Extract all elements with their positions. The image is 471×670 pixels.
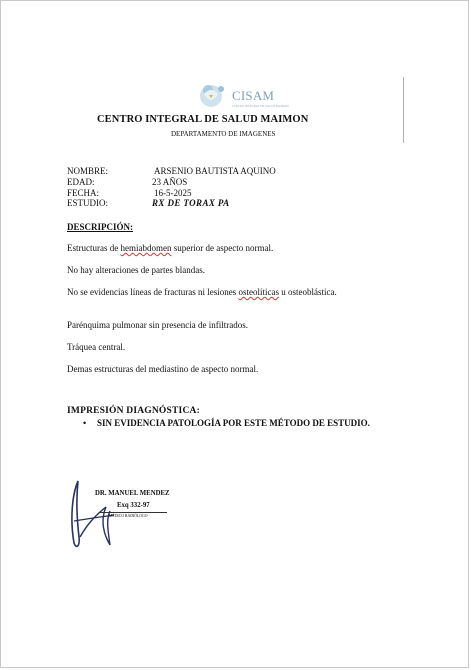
spellcheck-word: osteolíticas [238,287,279,297]
patient-age-value: 23 AÑOS [152,177,188,187]
impression-heading: IMPRESIÓN DIAGNÓSTICA: [67,406,200,416]
logo-subtext: CENTRO INTEGRAL DE SALUD MAIMON [232,104,289,108]
patient-name-row [67,166,276,176]
patient-age-row [67,177,188,187]
study-type-label: ESTUDIO: [67,198,108,208]
patient-age-label: EDAD: [67,177,95,187]
finding-4: Parénquima pulmonar sin presencia de infiltrados. [67,320,248,330]
patient-name-value: ARSENIO BAUTISTA AQUINO [154,166,276,176]
finding-3 [67,287,367,298]
cisam-logo [196,80,289,112]
text-cursor-bar [403,77,404,143]
spellcheck-word: hemiabdomen [120,243,172,253]
study-date-value: 16-5-2025 [154,188,192,198]
impression-item [83,418,370,428]
department-name: DEPARTAMENTO DE IMAGENES [171,130,276,138]
signature-name: DR. MANUEL MENDEZ [95,490,170,497]
finding-6: Demas estructuras del mediastino de aspecto normal. [67,364,259,374]
logo-mark-icon [196,80,232,112]
finding-3-text: No se evidencias líneas de fracturas ni lesiones [67,287,239,297]
logo-text: CISAM [232,88,275,103]
finding-1-text-end: superior de aspecto normal. [171,243,274,253]
signature-license: Exq 332-97 [117,502,150,509]
study-date-label: FECHA: [67,188,100,198]
finding-5: Tráquea central. [67,342,126,352]
finding-1 [67,243,367,254]
study-date-row [67,188,192,198]
finding-2: No hay alteraciones de partes blandas. [67,265,205,275]
finding-1-text: Estructuras de [67,243,121,253]
description-heading: DESCRIPCIÓN: [67,222,134,232]
patient-name-label: NOMBRE: [67,166,109,176]
study-type-row [67,198,230,208]
finding-3-text-end: u osteoblástica. [278,287,337,297]
study-type-value: RX DE TORAX PA [152,198,230,208]
signature-line [99,512,167,513]
impression-item-text: SIN EVIDENCIA PATOLOGÍA POR ESTE MÉTODO DE ESTUDIO. [97,418,370,428]
signature-role: MÉDICO RADIÓLOGO [109,514,148,518]
document-title: CENTRO INTEGRAL DE SALUD MAIMON [97,114,309,125]
bullet-icon: • [83,418,87,428]
